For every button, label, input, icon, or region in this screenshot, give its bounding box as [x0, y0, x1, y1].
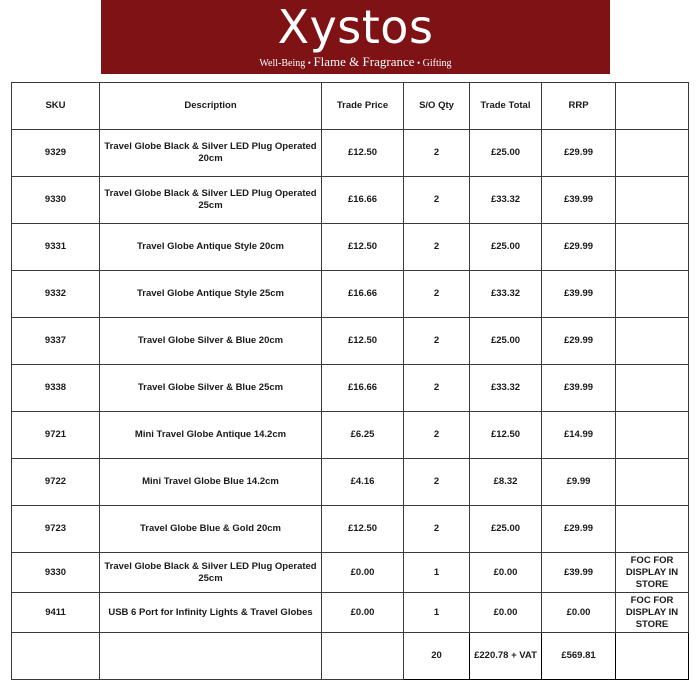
tagline-bullet: •	[307, 58, 311, 68]
cell-trade-total: £25.00	[470, 224, 542, 271]
cell-note	[616, 365, 689, 412]
table-row	[12, 412, 689, 459]
brand-logo-text: Xystos	[277, 0, 434, 54]
cell-description: Travel Globe Blue & Gold 20cm	[100, 506, 322, 553]
header-notes	[616, 83, 689, 130]
totals-empty-cell	[100, 633, 322, 680]
table-row	[12, 318, 689, 365]
brand-tagline	[101, 55, 610, 71]
cell-rrp: £9.99	[542, 459, 616, 506]
cell-trade-price: £6.25	[322, 412, 404, 459]
cell-rrp: £39.99	[542, 177, 616, 224]
cell-trade-total: £33.32	[470, 177, 542, 224]
cell-rrp: £39.99	[542, 271, 616, 318]
table-row	[12, 593, 689, 633]
cell-trade-price: £12.50	[322, 130, 404, 177]
table-row	[12, 553, 689, 593]
cell-qty: 1	[404, 593, 470, 633]
cell-note: FOC FOR DISPLAY IN STORE	[616, 593, 689, 633]
cell-sku: 9330	[12, 177, 100, 224]
cell-description: Travel Globe Black & Silver LED Plug Operated 25cm	[100, 177, 322, 224]
cell-description: Mini Travel Globe Antique 14.2cm	[100, 412, 322, 459]
cell-note	[616, 271, 689, 318]
cell-rrp: £39.99	[542, 553, 616, 593]
cell-sku: 9329	[12, 130, 100, 177]
cell-note	[616, 224, 689, 271]
cell-description: Travel Globe Antique Style 20cm	[100, 224, 322, 271]
header-sku: SKU	[12, 83, 100, 130]
cell-note	[616, 177, 689, 224]
table-header-row	[12, 83, 689, 130]
cell-trade-total: £33.32	[470, 365, 542, 412]
cell-trade-total: £0.00	[470, 553, 542, 593]
cell-rrp: £39.99	[542, 365, 616, 412]
cell-rrp: £14.99	[542, 412, 616, 459]
cell-qty: 2	[404, 177, 470, 224]
cell-sku: 9331	[12, 224, 100, 271]
cell-trade-total: £25.00	[470, 506, 542, 553]
total-trade-total: £220.78 + VAT	[470, 633, 542, 680]
cell-trade-price: £4.16	[322, 459, 404, 506]
table-row	[12, 365, 689, 412]
table-row	[12, 130, 689, 177]
cell-trade-total: £8.32	[470, 459, 542, 506]
header-description: Description	[100, 83, 322, 130]
cell-rrp: £0.00	[542, 593, 616, 633]
cell-description: Travel Globe Silver & Blue 25cm	[100, 365, 322, 412]
cell-trade-total: £25.00	[470, 318, 542, 365]
cell-rrp: £29.99	[542, 224, 616, 271]
tagline-flame-fragrance: Flame & Fragrance	[313, 54, 415, 69]
cell-sku: 9332	[12, 271, 100, 318]
cell-trade-total: £25.00	[470, 130, 542, 177]
cell-note: FOC FOR DISPLAY IN STORE	[616, 553, 689, 593]
cell-trade-price: £16.66	[322, 177, 404, 224]
header-trade-total: Trade Total	[470, 83, 542, 130]
cell-sku: 9723	[12, 506, 100, 553]
totals-row	[12, 633, 689, 680]
cell-trade-price: £12.50	[322, 224, 404, 271]
cell-description: USB 6 Port for Infinity Lights & Travel Globes	[100, 593, 322, 633]
cell-trade-total: £33.32	[470, 271, 542, 318]
cell-note	[616, 506, 689, 553]
table-row	[12, 177, 689, 224]
cell-trade-price: £0.00	[322, 553, 404, 593]
totals-empty-cell	[616, 633, 689, 680]
tagline-wellbeing: Well-Being	[259, 58, 306, 69]
cell-qty: 2	[404, 412, 470, 459]
cell-trade-price: £12.50	[322, 506, 404, 553]
header-rrp: RRP	[542, 83, 616, 130]
cell-qty: 2	[404, 224, 470, 271]
cell-qty: 2	[404, 130, 470, 177]
cell-rrp: £29.99	[542, 318, 616, 365]
table-row	[12, 459, 689, 506]
cell-sku: 9721	[12, 412, 100, 459]
cell-qty: 2	[404, 365, 470, 412]
cell-sku: 9411	[12, 593, 100, 633]
tagline-bullet: •	[417, 58, 421, 68]
cell-description: Travel Globe Silver & Blue 20cm	[100, 318, 322, 365]
cell-trade-price: £16.66	[322, 271, 404, 318]
brand-banner	[101, 0, 610, 74]
cell-note	[616, 412, 689, 459]
cell-sku: 9330	[12, 553, 100, 593]
cell-trade-total: £0.00	[470, 593, 542, 633]
table-row	[12, 271, 689, 318]
cell-qty: 2	[404, 506, 470, 553]
cell-rrp: £29.99	[542, 130, 616, 177]
cell-description: Mini Travel Globe Blue 14.2cm	[100, 459, 322, 506]
cell-trade-price: £12.50	[322, 318, 404, 365]
cell-trade-price: £0.00	[322, 593, 404, 633]
cell-qty: 2	[404, 318, 470, 365]
cell-note	[616, 459, 689, 506]
cell-sku: 9337	[12, 318, 100, 365]
cell-sku: 9722	[12, 459, 100, 506]
cell-note	[616, 130, 689, 177]
header-trade-price: Trade Price	[322, 83, 404, 130]
total-qty: 20	[404, 633, 470, 680]
order-table	[11, 82, 689, 680]
cell-note	[616, 318, 689, 365]
total-rrp: £569.81	[542, 633, 616, 680]
cell-trade-total: £12.50	[470, 412, 542, 459]
cell-qty: 2	[404, 459, 470, 506]
tagline-gifting: Gifting	[422, 58, 452, 69]
cell-qty: 2	[404, 271, 470, 318]
cell-description: Travel Globe Black & Silver LED Plug Operated 25cm	[100, 553, 322, 593]
cell-description: Travel Globe Black & Silver LED Plug Operated 20cm	[100, 130, 322, 177]
cell-trade-price: £16.66	[322, 365, 404, 412]
cell-sku: 9338	[12, 365, 100, 412]
table-row	[12, 506, 689, 553]
totals-empty-cell	[322, 633, 404, 680]
table-row	[12, 224, 689, 271]
cell-qty: 1	[404, 553, 470, 593]
totals-empty-cell	[12, 633, 100, 680]
cell-rrp: £29.99	[542, 506, 616, 553]
header-so-qty: S/O Qty	[404, 83, 470, 130]
cell-description: Travel Globe Antique Style 25cm	[100, 271, 322, 318]
